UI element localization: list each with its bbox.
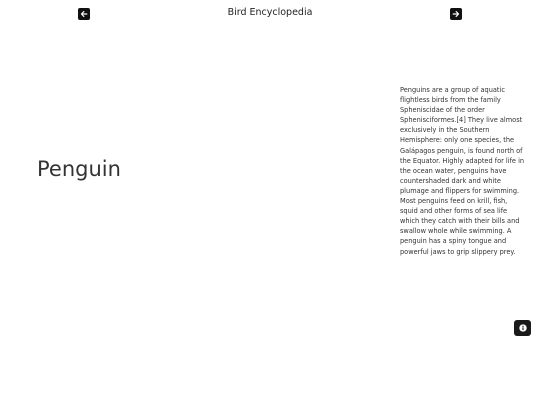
app-title: Bird Encyclopedia bbox=[227, 7, 313, 18]
bird-description: Penguins are a group of aquatic flightless birds from the family Spheniscidae of the order Sphenisciformes.[4] They live almost exclusively in the Southern Hemisphere: only one species, the Galápagos penguin, is found north of the Equator. Highly adapted for life in the ocean water, penguins have countershaded dark and white plumage and flippers for swimming. Most penguins feed on krill, fish, squid and other forms of sea life which they catch with their bills and swallow whole while swimming. A penguin has a spiny tongue and powerful jaws to grip slippery prey. bbox=[400, 86, 525, 256]
next-bird-button[interactable] bbox=[450, 8, 462, 20]
arrow-right-icon bbox=[452, 10, 460, 18]
info-icon bbox=[519, 324, 527, 332]
bird-name-heading: Penguin bbox=[37, 157, 121, 181]
info-button[interactable] bbox=[514, 320, 531, 336]
